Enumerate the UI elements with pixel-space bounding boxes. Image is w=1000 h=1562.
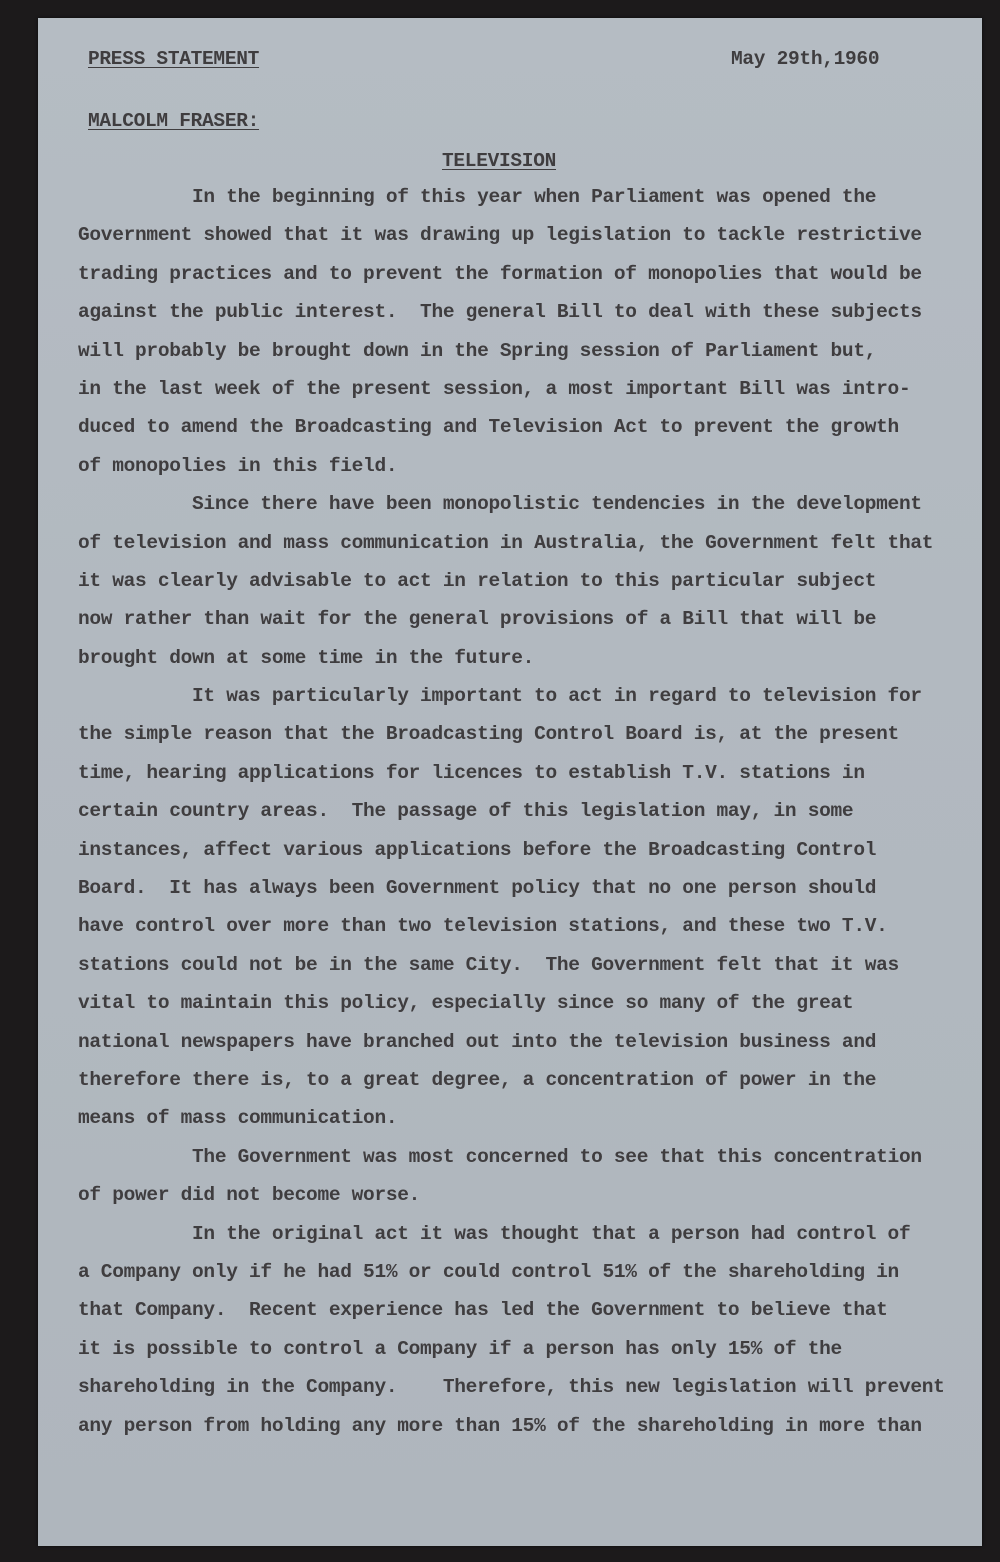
body-line: It was particularly important to act in regard to television for — [78, 685, 922, 708]
body-line: have control over more than two television stations, and these two T.V. — [78, 915, 888, 938]
body-line: against the public interest. The general Bill to deal with these subjects — [78, 301, 922, 324]
body-line: of television and mass communication in Australia, the Government felt that — [78, 531, 934, 554]
body-line: shareholding in the Company. Therefore, this new legislation will prevent — [78, 1376, 945, 1399]
body-line: time, hearing applications for licences to establish T.V. stations in — [78, 761, 865, 784]
body-line: duced to amend the Broadcasting and Television Act to prevent the growth — [78, 416, 899, 439]
document-page — [38, 18, 982, 1546]
body-line: any person from holding any more than 15% of the shareholding in more than — [78, 1414, 922, 1437]
body-line: Board. It has always been Government policy that no one person should — [78, 877, 877, 900]
body-line: national newspapers have branched out into the television business and — [78, 1030, 877, 1053]
body-line: Since there have been monopolistic tendencies in the development — [78, 493, 922, 516]
body-line: certain country areas. The passage of this legislation may, in some — [78, 800, 854, 823]
body-line: Government showed that it was drawing up legislation to tackle restrictive — [78, 224, 922, 247]
author-name-text: MALCOLM FRASER: — [88, 110, 260, 132]
body-line: The Government was most concerned to see that this concentration — [78, 1145, 922, 1168]
author-name — [88, 102, 259, 140]
body-line: it is possible to control a Company if a person has only 15% of the — [78, 1337, 842, 1360]
body-line: vital to maintain this policy, especially since so many of the great — [78, 992, 854, 1015]
body-line: trading practices and to prevent the formation of monopolies that would be — [78, 262, 922, 285]
body-text — [78, 178, 958, 1445]
document-date: May 29th,1960 — [731, 48, 880, 70]
body-line: instances, affect various applications before the Broadcasting Control — [78, 838, 877, 861]
body-line: therefore there is, to a great degree, a concentration of power in the — [78, 1068, 877, 1091]
body-line: means of mass communication. — [78, 1107, 398, 1130]
body-line: of monopolies in this field. — [78, 454, 398, 477]
body-line: the simple reason that the Broadcasting Control Board is, at the present — [78, 723, 899, 746]
body-line: brought down at some time in the future. — [78, 646, 535, 669]
body-line: in the last week of the present session, a most important Bill was intro- — [78, 377, 911, 400]
body-line: now rather than wait for the general provisions of a Bill that will be — [78, 608, 877, 631]
body-line: a Company only if he had 51% or could control 51% of the shareholding in — [78, 1260, 899, 1283]
body-line: In the original act it was thought that a person had control of — [78, 1222, 911, 1245]
body-line: stations could not be in the same City. The Government felt that it was — [78, 953, 899, 976]
body-line: that Company. Recent experience has led the Government to believe that — [78, 1299, 888, 1322]
body-line: will probably be brought down in the Spring session of Parliament but, — [78, 339, 877, 362]
heading-text: TELEVISION — [441, 150, 557, 172]
body-line: of power did not become worse. — [78, 1184, 421, 1207]
body-line: it was clearly advisable to act in relation to this particular subject — [78, 569, 877, 592]
document-heading — [38, 142, 960, 180]
body-line: In the beginning of this year when Parliament was opened the — [78, 186, 877, 208]
press-statement-label: PRESS STATEMENT — [88, 48, 260, 70]
